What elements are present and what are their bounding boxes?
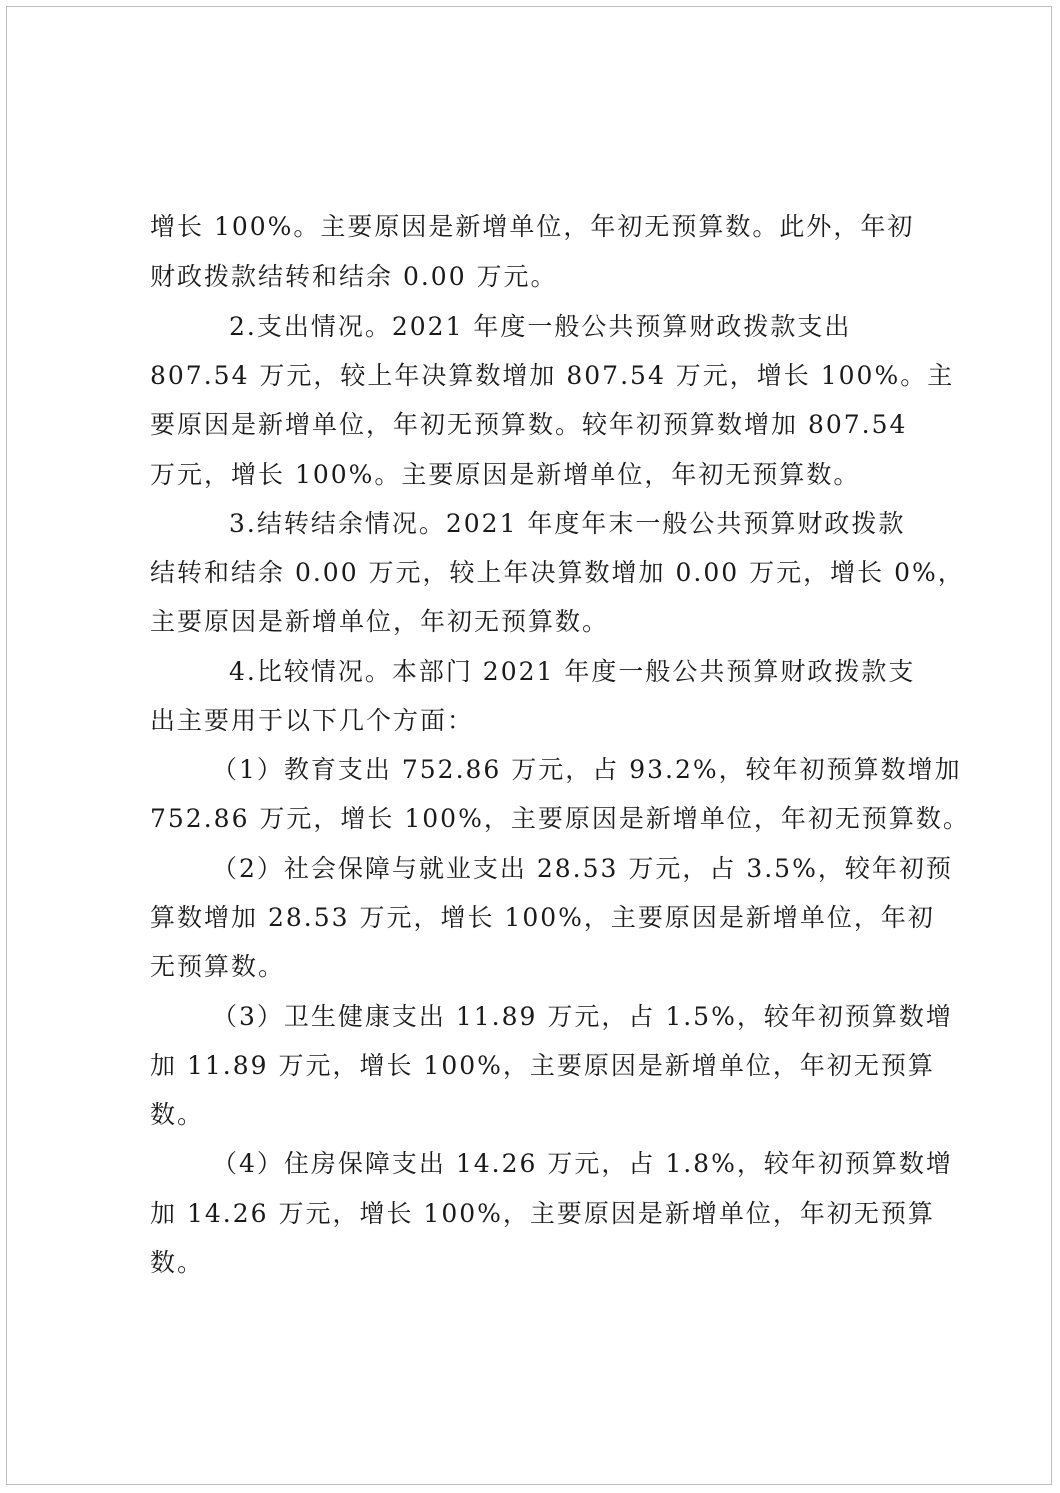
- paragraph-line: 加 11.89 万元，增长 100%，主要原因是新增单位，年初无预算: [150, 1051, 935, 1080]
- paragraph-line: 加 14.26 万元，增长 100%，主要原因是新增单位，年初无预算: [150, 1199, 935, 1228]
- paragraph-line: 增长 100%。主要原因是新增单位，年初无预算数。此外，年初: [150, 212, 915, 241]
- section-4-heading-line: 4.比较情况。本部门 2021 年度一般公共预算财政拨款支: [229, 657, 916, 686]
- paragraph-line: 主要原因是新增单位，年初无预算数。: [150, 607, 610, 636]
- paragraph-line: 要原因是新增单位，年初无预算数。较年初预算数增加 807.54: [150, 410, 908, 439]
- paragraph-line: 结转和结余 0.00 万元，较上年决算数增加 0.00 万元，增长 0%，: [150, 558, 965, 587]
- item-2-line: （2）社会保障与就业支出 28.53 万元，占 3.5%，较年初预: [212, 854, 953, 883]
- section-2-heading-line: 2.支出情况。2021 年度一般公共预算财政拨款支出: [229, 312, 852, 341]
- paragraph-line: 出主要用于以下几个方面：: [150, 706, 475, 735]
- item-3-line: （3）卫生健康支出 11.89 万元，占 1.5%，较年初预算数增: [212, 1002, 953, 1031]
- paragraph-line: 数。: [150, 1248, 205, 1277]
- paragraph-line: 752.86 万元，增长 100%，主要原因是新增单位，年初无预算数。: [150, 804, 970, 833]
- item-4-line: （4）住房保障支出 14.26 万元，占 1.8%，较年初预算数增: [212, 1149, 953, 1178]
- paragraph-line: 财政拨款结转和结余 0.00 万元。: [150, 262, 558, 291]
- paragraph-line: 数。: [150, 1100, 205, 1129]
- section-3-heading-line: 3.结转结余情况。2021 年度年末一般公共预算财政拨款: [229, 509, 906, 538]
- paragraph-line: 万元，增长 100%。主要原因是新增单位，年初无预算数。: [150, 460, 861, 489]
- paragraph-line: 算数增加 28.53 万元，增长 100%，主要原因是新增单位，年初: [150, 903, 935, 932]
- paragraph-line: 无预算数。: [150, 952, 286, 981]
- document-page: [6, 6, 1052, 1485]
- item-1-line: （1）教育支出 752.86 万元，占 93.2%，较年初预算数增加: [212, 755, 962, 784]
- paragraph-line: 807.54 万元，较上年决算数增加 807.54 万元，增长 100%。主: [150, 361, 955, 390]
